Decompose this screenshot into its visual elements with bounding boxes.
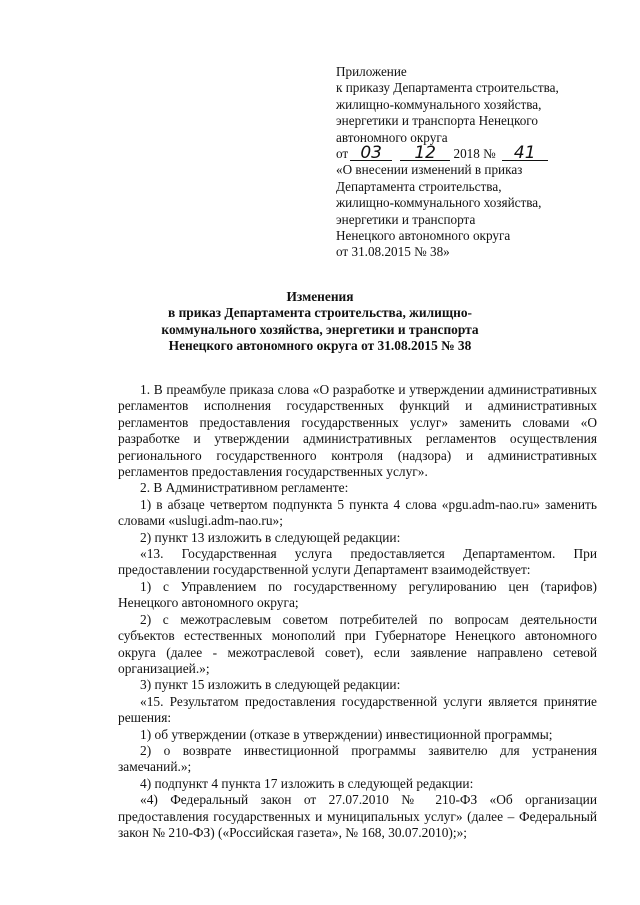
paragraph: 2. В Административном регламенте:	[140, 480, 349, 496]
title-line: коммунального хозяйства, энергетики и транспорта	[161, 321, 479, 337]
paragraph: 2) с межотраслевым советом потребителей по вопросам деятельности субъектов естественных монополий при Губернаторе Ненецкого автономного округа (далее - межотраслевой совет), если заявление направлено сетевой организацией.»;	[118, 611, 597, 676]
appendix-line: жилищно-коммунального хозяйства,	[336, 195, 542, 211]
handwritten-day: 03	[350, 147, 392, 161]
appendix-line: Ненецкого автономного округа	[336, 228, 511, 244]
title-line: в приказ Департамента строительства, жилищно-	[167, 305, 473, 321]
appendix-line: автономного округа	[336, 129, 448, 145]
paragraph: 4) подпункт 4 пункта 17 изложить в следующей редакции:	[140, 775, 474, 791]
paragraph: 2) пункт 13 изложить в следующей редакции:	[140, 529, 401, 545]
appendix-line: энергетики и транспорта Ненецкого	[336, 113, 538, 129]
appendix-line: Приложение	[336, 64, 407, 79]
title-line: Ненецкого автономного округа от 31.08.2015 № 38	[168, 338, 472, 354]
handwritten-order-number: 41	[502, 147, 548, 161]
paragraph: 3) пункт 15 изложить в следующей редакции:	[140, 677, 401, 693]
paragraph: 1) в абзаце четвертом подпункта 5 пункта 4 слова «pgu.adm-nao.ru» заменить словами «uslugi.adm-nao.ru»;	[118, 496, 597, 529]
paragraph: 2) о возврате инвестиционной программы заявителю для устранения замечаний.»;	[118, 742, 597, 775]
order-date-line	[336, 143, 606, 164]
appendix-line: энергетики и транспорта	[336, 211, 476, 227]
date-year: 2018 №	[453, 146, 496, 162]
paragraph: «15. Результатом предоставления государственной услуги является принятие решения:	[118, 693, 597, 726]
handwritten-month: 12	[400, 147, 450, 161]
paragraph: 1) с Управлением по государственному регулированию цен (тарифов) Ненецкого автономного округа;	[118, 578, 597, 611]
paragraph: 1) об утверждении (отказе в утверждении) инвестиционной программы;	[140, 726, 553, 742]
document-title	[100, 289, 540, 355]
paragraph: 1. В преамбуле приказа слова «О разработке и утверждении административных регламентов исполнения государственных функций и административных регламентов предоставления государственных услуг» заменить словами «О разработке и утверждении административных регламентов осуществления регионального государственного контроля (надзора) и административных регламентов предоставления государственных услуг».	[118, 382, 597, 480]
appendix-header	[336, 64, 606, 261]
appendix-line: Департамента строительства,	[336, 178, 502, 194]
date-prefix: от	[336, 146, 349, 162]
document-body	[118, 382, 597, 841]
title-line: Изменения	[286, 289, 354, 304]
appendix-line: от 31.08.2015 № 38»	[336, 244, 450, 260]
appendix-line: жилищно-коммунального хозяйства,	[336, 96, 542, 112]
paragraph: «4) Федеральный закон от 27.07.2010 № 210-ФЗ «Об организации предоставления государственных и муниципальных услуг» (далее – Федеральный закон № 210-ФЗ) («Российская газета», № 168, 30.07.2010);»;	[118, 792, 597, 840]
appendix-line: «О внесении изменений в приказ	[336, 162, 523, 178]
paragraph: «13. Государственная услуга предоставляется Департаментом. При предоставлении государственной услуги Департамент взаимодействует:	[118, 546, 597, 578]
appendix-line: к приказу Департамента строительства,	[336, 80, 559, 96]
